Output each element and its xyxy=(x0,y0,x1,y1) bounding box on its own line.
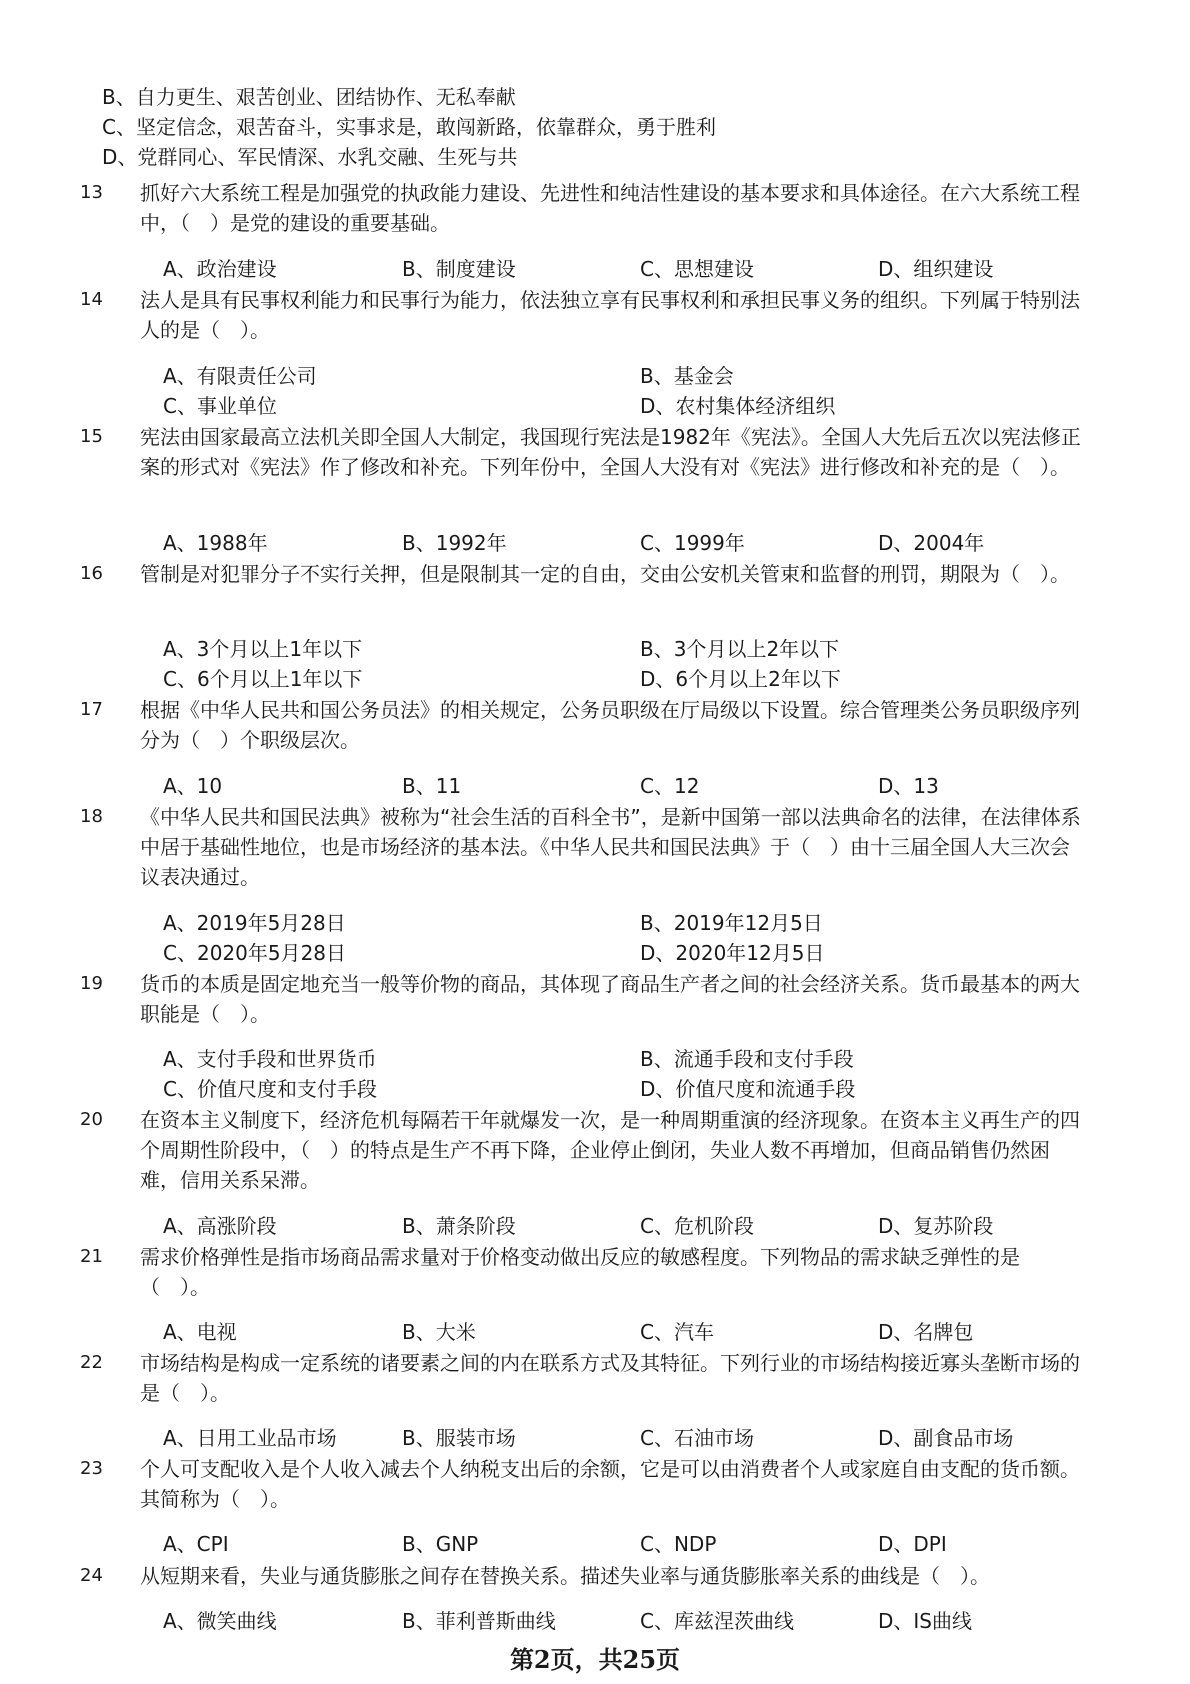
option-a: A、高涨阶段 xyxy=(163,1214,277,1238)
page-footer: 第2页，共25页 xyxy=(509,1645,681,1674)
option-d: D、组织建设 xyxy=(878,257,994,281)
option-b: B、大米 xyxy=(402,1320,476,1344)
question-text: 个人可支配收入是个人收入减去个人纳税支出后的余额，它是可以由消费者个人或家庭自由支配的货币额。其简称为（ ）。 xyxy=(140,1457,1080,1511)
question-text: 《中华人民共和国民法典》被称为“社会生活的百科全书”，是新中国第一部以法典命名的法律，在法律体系中居于基础性地位，也是市场经济的基本法。《中华人民共和国民法典》于（ ）由十三届全国人大三次会议表决通过。 xyxy=(140,805,1081,889)
question-number: 14 xyxy=(80,289,103,310)
option-c: C、汽车 xyxy=(640,1320,714,1344)
option-a: A、政治建设 xyxy=(163,257,277,281)
option-c: C、价值尺度和支付手段 xyxy=(163,1077,377,1101)
option-d: D、价值尺度和流通手段 xyxy=(640,1077,856,1101)
option-c: C、1999年 xyxy=(640,531,745,555)
option-c: C、12 xyxy=(640,774,700,798)
option-b: B、GNP xyxy=(402,1532,479,1556)
option-b: B、11 xyxy=(402,774,462,798)
option-c: C、事业单位 xyxy=(163,394,277,418)
question-text: 管制是对犯罪分子不实行关押，但是限制其一定的自由，交由公安机关管束和监督的刑罚，期限为（ ）。 xyxy=(140,562,1070,586)
option-b: B、服装市场 xyxy=(402,1426,516,1450)
question-number: 24 xyxy=(80,1565,103,1586)
option-d-prev: D、党群同心、军民情深、水乳交融、生死与共 xyxy=(102,145,518,169)
option-b: B、萧条阶段 xyxy=(402,1214,516,1238)
option-a: A、有限责任公司 xyxy=(163,364,317,388)
question-text: 在资本主义制度下，经济危机每隔若干年就爆发一次，是一种周期重演的经济现象。在资本主义再生产的四个周期性阶段中，（ ）的特点是生产不再下降，企业停止倒闭，失业人数不再增加，但商品销售仍然困难，信用关系呆滞。 xyxy=(140,1108,1080,1192)
option-a: A、3个月以上1年以下 xyxy=(163,637,363,661)
option-c: C、石油市场 xyxy=(640,1426,754,1450)
option-b: B、3个月以上2年以下 xyxy=(640,637,840,661)
option-a: A、CPI xyxy=(163,1532,229,1556)
option-a: A、日用工业品市场 xyxy=(163,1426,337,1450)
question-text: 需求价格弹性是指市场商品需求量对于价格变动做出反应的敏感程度。下列物品的需求缺乏弹性的是（ ）。 xyxy=(140,1245,1020,1299)
option-b: B、菲利普斯曲线 xyxy=(402,1609,556,1633)
option-c: C、库兹涅茨曲线 xyxy=(640,1609,794,1633)
question-text: 抓好六大系统工程是加强党的执政能力建设、先进性和纯洁性建设的基本要求和具体途径。在六大系统工程中，（ ）是党的建设的重要基础。 xyxy=(140,181,1080,235)
question-number: 15 xyxy=(80,426,103,447)
option-c: C、危机阶段 xyxy=(640,1214,754,1238)
option-a: A、2019年5月28日 xyxy=(163,911,346,935)
question-text: 根据《中华人民共和国公务员法》的相关规定，公务员职级在厅局级以下设置。综合管理类公务员职级序列分为（ ）个职级层次。 xyxy=(140,698,1080,752)
option-d: D、DPI xyxy=(878,1532,947,1556)
option-d: D、13 xyxy=(878,774,939,798)
option-c: C、NDP xyxy=(640,1532,717,1556)
question-number: 17 xyxy=(80,699,103,720)
question-text: 法人是具有民事权利能力和民事行为能力，依法独立享有民事权利和承担民事义务的组织。下列属于特别法人的是（ ）。 xyxy=(140,288,1080,342)
question-number: 21 xyxy=(80,1246,103,1267)
option-b: B、2019年12月5日 xyxy=(640,911,823,935)
option-d: D、2020年12月5日 xyxy=(640,941,825,965)
option-b: B、基金会 xyxy=(640,364,734,388)
option-d: D、副食品市场 xyxy=(878,1426,1014,1450)
question-text: 货币的本质是固定地充当一般等价物的商品，其体现了商品生产者之间的社会经济关系。货币最基本的两大职能是（ ）。 xyxy=(140,972,1080,1026)
question-number: 18 xyxy=(80,806,103,827)
option-d: D、IS曲线 xyxy=(878,1609,972,1633)
option-a: A、1988年 xyxy=(163,531,268,555)
question-number: 22 xyxy=(80,1352,103,1373)
question-text: 市场结构是构成一定系统的诸要素之间的内在联系方式及其特征。下列行业的市场结构接近寡头垄断市场的是（ ）。 xyxy=(140,1351,1080,1405)
question-number: 19 xyxy=(80,973,103,994)
question-text: 从短期来看，失业与通货膨胀之间存在替换关系。描述失业率与通货膨胀率关系的曲线是（ ）。 xyxy=(140,1564,990,1588)
option-a: A、微笑曲线 xyxy=(163,1609,277,1633)
option-a: A、电视 xyxy=(163,1320,237,1344)
option-c: C、6个月以上1年以下 xyxy=(163,667,363,691)
option-b: B、1992年 xyxy=(402,531,507,555)
option-a: A、10 xyxy=(163,774,223,798)
question-number: 20 xyxy=(80,1109,103,1130)
option-a: A、支付手段和世界货币 xyxy=(163,1047,377,1071)
option-d: D、农村集体经济组织 xyxy=(640,394,836,418)
option-d: D、6个月以上2年以下 xyxy=(640,667,841,691)
option-b-prev: B、自力更生、艰苦创业、团结协作、无私奉献 xyxy=(102,85,516,109)
option-c-prev: C、坚定信念，艰苦奋斗，实事求是，敢闯新路，依靠群众，勇于胜利 xyxy=(102,115,716,139)
option-b: B、制度建设 xyxy=(402,257,516,281)
option-d: D、复苏阶段 xyxy=(878,1214,994,1238)
option-d: D、名牌包 xyxy=(878,1320,974,1344)
option-d: D、2004年 xyxy=(878,531,985,555)
question-number: 13 xyxy=(80,182,103,203)
option-b: B、流通手段和支付手段 xyxy=(640,1047,854,1071)
option-c: C、2020年5月28日 xyxy=(163,941,347,965)
question-number: 16 xyxy=(80,563,103,584)
question-text: 宪法由国家最高立法机关即全国人大制定，我国现行宪法是1982年《宪法》。全国人大先后五次以宪法修正案的形式对《宪法》作了修改和补充。下列年份中，全国人大没有对《宪法》进行修改和补充的是（ ）。 xyxy=(140,425,1081,479)
option-c: C、思想建设 xyxy=(640,257,754,281)
question-number: 23 xyxy=(80,1458,103,1479)
